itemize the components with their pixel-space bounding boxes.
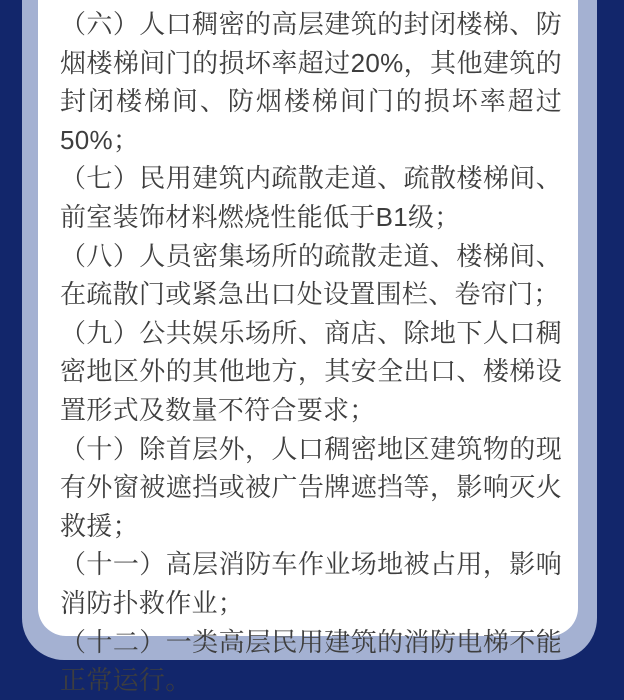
regulation-item-7: （七）民用建筑内疏散走道、疏散楼梯间、前室装饰材料燃烧性能低于B1级；: [60, 163, 562, 232]
regulation-list: [60, 5, 562, 700]
regulation-item-11: （十一）高层消防车作业场地被占用，影响消防扑救作业；: [60, 549, 562, 618]
regulation-item-10: （十）除首层外，人口稠密地区建筑物的现有外窗被遮挡或被广告牌遮挡等，影响灭火救援；: [60, 433, 562, 541]
regulation-item-8: （八）人员密集场所的疏散走道、楼梯间、在疏散门或紧急出口处设置围栏、卷帘门；: [60, 240, 562, 310]
regulation-item-6: （六）人口稠密的高层建筑的封闭楼梯、防烟楼梯间门的损坏率超过20%，其他建筑的封闭楼梯间、防烟楼梯间门的损坏率超过50%；: [60, 9, 562, 155]
regulation-item-9: （九）公共娱乐场所、商店、除地下人口稠密地区外的其他地方，其安全出口、楼梯设置形式及数量不符合要求；: [60, 317, 562, 425]
regulation-item-12: （十二）一类高层民用建筑的消防电梯不能正常运行。: [60, 626, 562, 696]
